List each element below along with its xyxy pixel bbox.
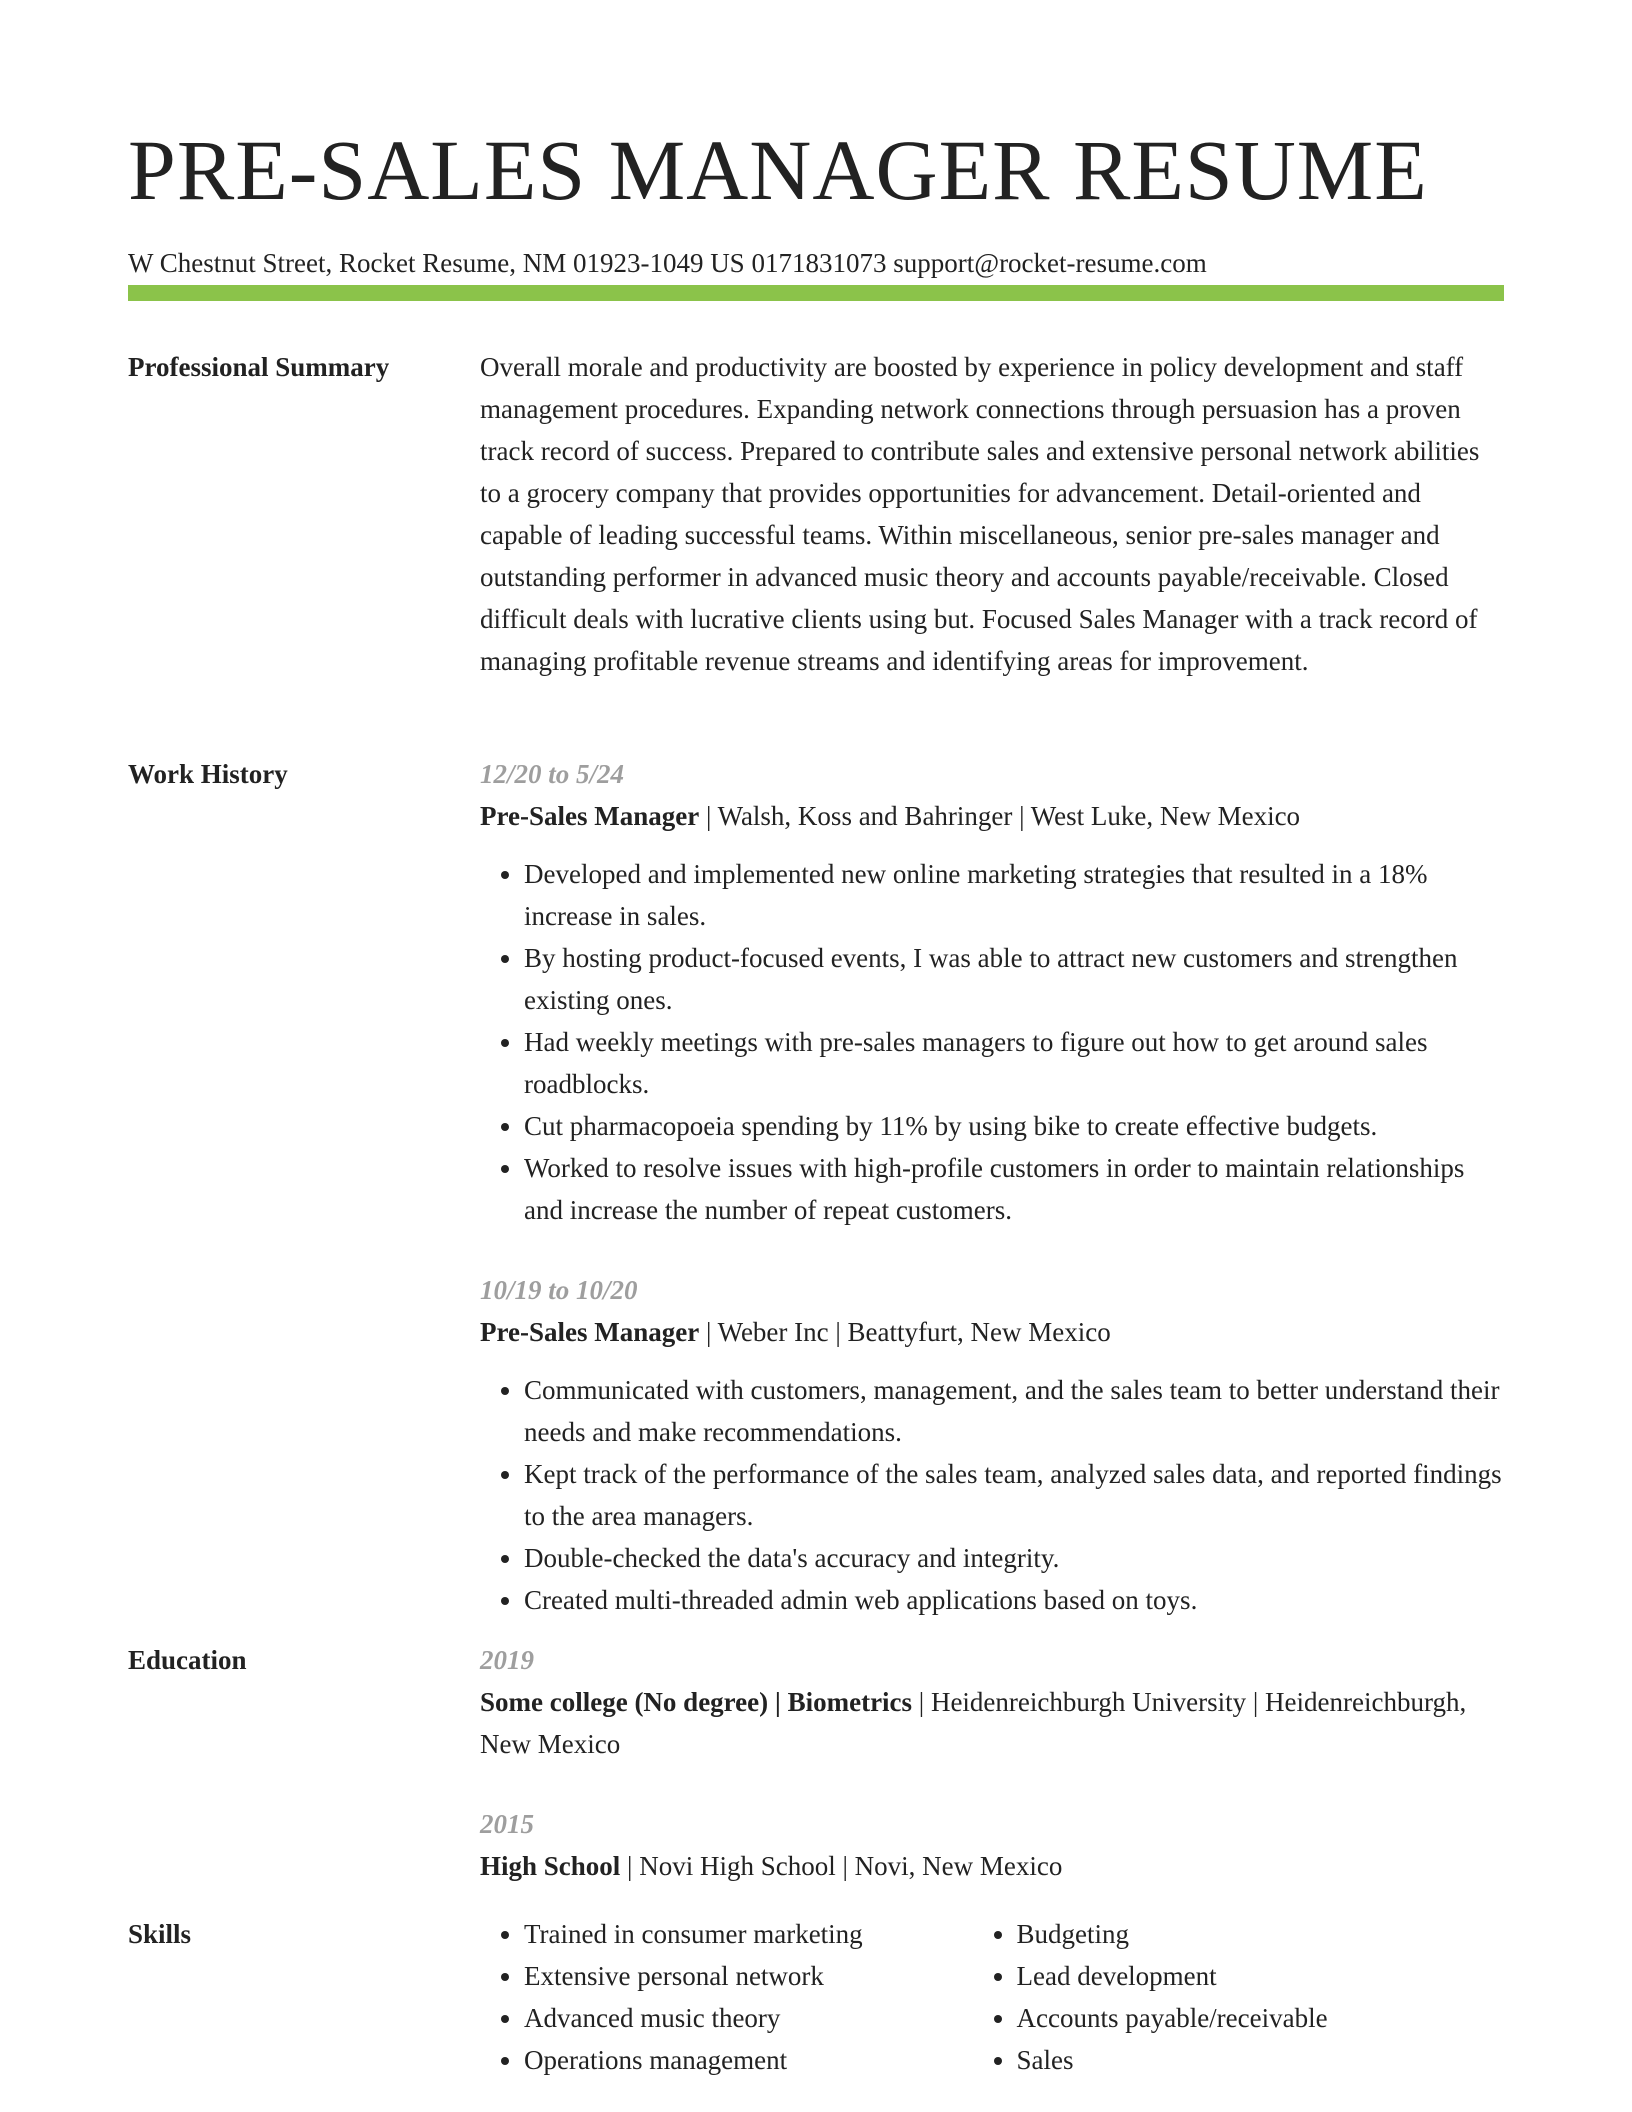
summary-text: Overall morale and productivity are boosted by experience in policy development and staff management procedures. Expanding network connections through persuasion has a proven track record of success. Prepared to contribute sales and extensive personal network abilities to a grocery company that provides opportunities for advancement. Detail-oriented and capable of leading successful teams. Within miscellaneous, senior pre-sales manager and outstanding performer in advanced music theory and accounts payable/receivable. Closed difficult deals with lucrative clients using but. Focused Sales Manager with a track record of managing profitable revenue streams and identifying areas for improvement.: [480, 352, 1480, 676]
job-bullet: • Communicated with customers, management, and the sales team to better understand their needs and make recommendations.: [524, 1369, 1504, 1453]
job-bullet: • Worked to resolve issues with high-profile customers in order to maintain relationships and increase the number of repeat customers.: [524, 1147, 1504, 1231]
summary-label: Professional Summary: [128, 352, 390, 382]
job-role-line: [480, 795, 1504, 837]
job-title: Pre-Sales Manager: [480, 1317, 700, 1347]
education-body: [480, 1639, 1504, 1925]
skill-item: • Extensive personal network: [524, 1955, 973, 1997]
contact-line: W Chestnut Street, Rocket Resume, NM 01923-1049 US 0171831073 support@rocket-resume.com: [128, 248, 1207, 278]
job-bullet: • Double-checked the data's accuracy and integrity.: [524, 1537, 1504, 1579]
job-entry: [480, 753, 1504, 1231]
job-entry: [480, 1269, 1504, 1621]
job-dates: 12/20 to 5/24: [480, 759, 625, 789]
job-bullet: • Had weekly meetings with pre-sales managers to figure out how to get around sales roadblocks.: [524, 1021, 1504, 1105]
skills-label: Skills: [128, 1919, 192, 1949]
education-details: | Heidenreichburgh University | Heidenreichburgh, New Mexico: [480, 1687, 1467, 1759]
skill-item: • Budgeting: [1017, 1913, 1505, 1955]
skills-list-right: [973, 1913, 1505, 2081]
skill-item: • Sales: [1017, 2039, 1505, 2081]
education-entry: [480, 1639, 1504, 1765]
page-title: PRE-SALES MANAGER RESUME: [128, 122, 1428, 218]
job-details: | Weber Inc | Beattyfurt, New Mexico: [699, 1317, 1111, 1347]
education-line: [480, 1845, 1504, 1887]
skill-item: • Advanced music theory: [524, 1997, 973, 2039]
job-bullets: [480, 1369, 1504, 1621]
work-history-body: [480, 753, 1504, 1659]
resume-header: [128, 120, 1504, 280]
education-line: [480, 1681, 1504, 1765]
accent-divider: [128, 285, 1504, 301]
job-bullet: • Created multi-threaded admin web applications based on toys.: [524, 1579, 1504, 1621]
education-degree: Some college (No degree) | Biometrics: [480, 1687, 913, 1717]
job-dates: 10/19 to 10/20: [480, 1275, 638, 1305]
job-bullet: • By hosting product-focused events, I was able to attract new customers and strengthen existing ones.: [524, 937, 1504, 1021]
work-history-label: Work History: [128, 759, 288, 789]
skills-list-left: [480, 1913, 973, 2081]
summary-body: [480, 346, 1504, 682]
job-bullet: • Kept track of the performance of the sales team, analyzed sales data, and reported findings to the area managers.: [524, 1453, 1504, 1537]
job-bullet: • Cut pharmacopoeia spending by 11% by using bike to create effective budgets.: [524, 1105, 1504, 1147]
job-bullet: • Developed and implemented new online marketing strategies that resulted in a 18% increase in sales.: [524, 853, 1504, 937]
skills-body: [480, 1913, 1504, 2081]
education-year: 2015: [480, 1809, 534, 1839]
job-bullets: [480, 853, 1504, 1231]
job-role-line: [480, 1311, 1504, 1353]
education-details: | Novi High School | Novi, New Mexico: [620, 1851, 1063, 1881]
skill-item: • Accounts payable/receivable: [1017, 1997, 1505, 2039]
job-details: | Walsh, Koss and Bahringer | West Luke, New Mexico: [699, 801, 1301, 831]
job-title: Pre-Sales Manager: [480, 801, 700, 831]
skill-item: • Operations management: [524, 2039, 973, 2081]
education-degree: High School: [480, 1851, 621, 1881]
skills-columns: [480, 1913, 1504, 2081]
skill-item: • Lead development: [1017, 1955, 1505, 1997]
education-year: 2019: [480, 1645, 534, 1675]
education-entry: [480, 1803, 1504, 1887]
skill-item: • Trained in consumer marketing: [524, 1913, 973, 1955]
education-label: Education: [128, 1645, 247, 1675]
